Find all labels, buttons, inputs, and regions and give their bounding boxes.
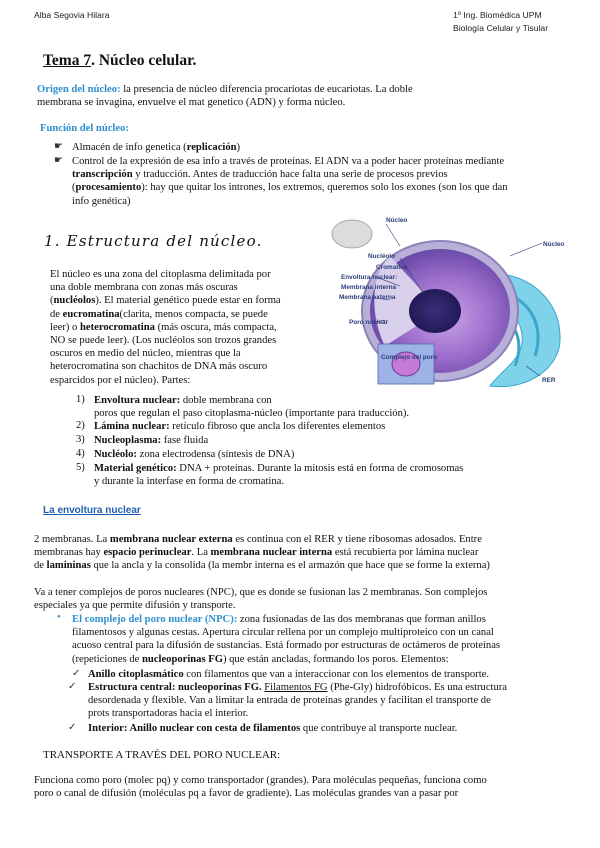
fig-label-complejo-poro: Complejo del poro xyxy=(381,354,438,361)
origen-text-1: la presencia de núcleo diferencia procariotas de eucariotas. La doble xyxy=(120,84,413,95)
bullet-dot-icon: • xyxy=(57,611,61,623)
title-number: Tema 7 xyxy=(43,52,92,69)
list-item-nucleoplasma: Nucleoplasma: fase fluida xyxy=(94,435,209,446)
sub-bullet-icon: ✓ xyxy=(68,722,77,733)
fig-label-membrana-interna: Membrana interna xyxy=(341,284,397,291)
list-number: 3) xyxy=(76,434,85,445)
envoltura-paragraph-2: Va a tener complejos de poros nucleares (NPC), que es donde se fusionan las 2 membranas. Son complejos especiales ya que permite difusión y transporte. xyxy=(34,587,488,612)
list-item-lamina: Lámina nuclear: retículo fibroso que ancla los diferentes elementos xyxy=(94,421,386,432)
funcion-label: Función del núcleo: xyxy=(40,123,129,134)
intro-paragraph: El núcleo es una zona del citoplasma delimitada por una doble membrana con zonas más oscuras (nucléolos). El material genético puede estar en forma de eucromatina(clarita, menos compacta, se puede leer) o heterocromatina (más oscura, más compacta, NO se puede leer). (Los nucléolos son trozos grandes oscuros en medio del núcleo, mientras que la heterocromatina son chachitos de DNA más oscuro esparcidos por el núcleo). Partes: xyxy=(50,269,281,386)
list-item-envoltura: Envoltura nuclear: doble membrana con poros que regulan el paso citoplasma-núcleo (importante para traducción). xyxy=(94,395,410,420)
list-number: 5) xyxy=(76,462,85,473)
course-line-2: Biología Celular y Tisular xyxy=(453,23,549,33)
origen-paragraph xyxy=(37,83,577,109)
bullet-icon: ☛ xyxy=(54,155,63,166)
list-item-nucleolo: Nucléolo: zona electrodensa (síntesis de DNA) xyxy=(94,449,295,460)
section-heading-estructura: 1. Estructura del núcleo. xyxy=(44,232,263,250)
course-line-1: 1º Ing. Biomédica UPM xyxy=(453,10,542,20)
origen-text-2: membrana se invagina, envuelve el mat genetico (ADN) y forma núcleo. xyxy=(37,97,346,109)
fig-label-membrana-externa: Membrana externa xyxy=(339,294,396,301)
section-heading-envoltura: La envoltura nuclear xyxy=(43,505,141,516)
funcion-item-1: Almacén de info genetica (replicación) xyxy=(72,142,241,153)
funcion-item-2: Control de la expresión de esa info a través de proteínas. El ADN va a poder hacer proteínas mediante transcripción y traducción. Antes de traducción hace falta una serie de procesos previos (procesamiento): hay que quitar los intrones, los extremos, queremos solo los exones (son los que dan info genética) xyxy=(72,156,508,207)
list-number: 4) xyxy=(76,448,85,459)
fig-label-nucleolo: Nucléolo xyxy=(368,253,395,260)
author-name: Alba Segovia Hilara xyxy=(34,10,110,20)
npc-sub-item-1: Anillo citoplasmático con filamentos que van a interaccionar con los elementos de transporte. xyxy=(88,669,489,680)
fig-label-envoltura: Envoltura nuclear: xyxy=(341,274,398,281)
envoltura-paragraph-1: 2 membranas. La membrana nuclear externa es continua con el RER y tiene ribosomas adosados. Entre membranas hay espacio perinuclear. La membrana nuclear interna está recubierta por lámina nuclear de lamininas que la ancla y la consolida (la membr interna es el armazón que hace que se forme la externa) xyxy=(34,534,490,572)
section-heading-transporte: TRANSPORTE A TRAVÉS DEL PORO NUCLEAR: xyxy=(43,749,281,761)
title-text: . Núcleo celular. xyxy=(91,52,197,69)
transporte-paragraph: Funciona como poro (molec pq) y como transportador (grandes). Para moléculas pequeñas, funciona como poro o canal de difusión (moléculas pq a favor de gradiente). Las moléculas grandes van a pasar por xyxy=(34,775,487,800)
list-number: 1) xyxy=(76,394,85,405)
sub-bullet-icon: ✓ xyxy=(68,681,77,692)
list-item-material-genetico: Material genético: DNA + proteínas. Durante la mitosis está en forma de cromosomas y durante la interfase en forma de cromatina. xyxy=(94,463,464,488)
bullet-icon: ☛ xyxy=(54,141,63,152)
npc-sub-item-3: Interior: Anillo nuclear con cesta de filamentos que contribuye al transporte nuclear. xyxy=(88,723,458,734)
origen-label: Origen del núcleo: xyxy=(37,84,121,95)
list-number: 2) xyxy=(76,420,85,431)
fig-label-rer: RER xyxy=(542,377,556,384)
fig-label-poro-nuclear: Poro nuclear xyxy=(349,319,389,326)
page-title xyxy=(43,52,196,70)
nucleus-illustration xyxy=(330,216,572,396)
fig-label-nucleo-2: Núcleo xyxy=(543,241,565,248)
fig-label-cromatina: Cromatina xyxy=(376,264,408,271)
npc-paragraph: El complejo del poro nuclear (NPC): zona fusionadas de las dos membranas que forman anillos filamentosos y algunas cestas. Apertura circular rellena por un complejo multiproteico con un canal acuoso central para la difusión de sustancias. Está formado por estructuras de octámeros de proteínas (repeticiones de nucleoporinas FG) que están ancladas, formando los poros. Elementos: xyxy=(72,614,501,665)
fig-label-nucleo-1: Núcleo xyxy=(386,217,408,224)
sub-bullet-icon: ✓ xyxy=(72,668,81,679)
npc-sub-item-2: Estructura central: nucleoporinas FG. Filamentos FG (Phe-Gly) hidrofóbicos. Es una estructura desordenada y flexible. Van a limitar la entrada de proteínas grandes y facilitan el transporte de prots transportadoras hacia el interior. xyxy=(88,682,508,720)
